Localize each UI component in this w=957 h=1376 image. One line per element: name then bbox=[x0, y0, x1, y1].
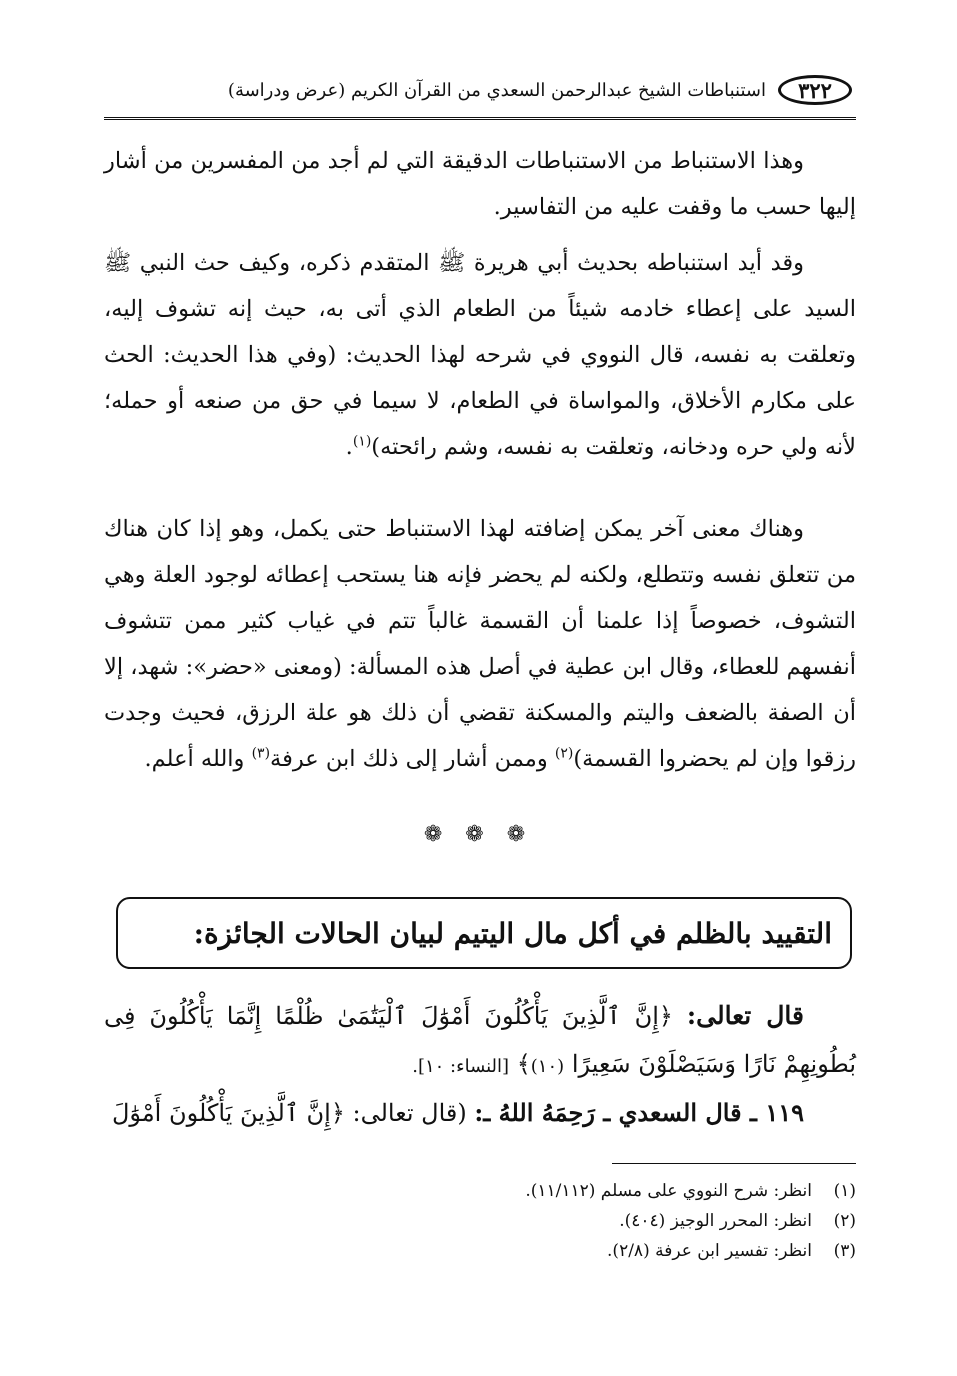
section-heading-box bbox=[116, 897, 852, 969]
paragraph-3-end: والله أعلم. bbox=[144, 746, 252, 772]
verse-text bbox=[104, 992, 856, 1091]
footnote bbox=[104, 1236, 856, 1266]
paragraph-3-text bbox=[104, 506, 856, 782]
footnote-ref-1: (١) bbox=[352, 433, 372, 450]
ayah-number: (١٠) bbox=[530, 1056, 565, 1077]
numbered-item bbox=[104, 1090, 856, 1136]
section-title: التقييد بالظلم في أكل مال اليتيم لبيان الحالات الجائزة: bbox=[193, 916, 832, 950]
item-lead: ١١٩ ـ قال السعدي ـ رَحِمَهُ اللهُ ـ: bbox=[474, 1098, 804, 1127]
section-separator: ❁ ❁ ❁ bbox=[423, 822, 534, 847]
paragraph-2 bbox=[104, 240, 856, 470]
footnote-text: انظر: شرح النووي على مسلم (١١/١١٢). bbox=[525, 1181, 812, 1201]
page-number: ٣٢٢ bbox=[778, 75, 852, 105]
item-body: (قال تعالى: ﴿إِنَّ ٱلَّذِينَ يَأْكُلُونَ أَمْوَٰلَ bbox=[111, 1099, 475, 1127]
book-title: استنباطات الشيخ عبدالرحمن السعدي من القرآن الكريم (عرض ودراسة) bbox=[227, 79, 766, 101]
header-rule bbox=[104, 117, 856, 120]
verse-reference: [النساء: ١٠]. bbox=[412, 1056, 510, 1077]
paragraph-2-text: وقد أيد استنباطه بحديث أبي هريرة ﷺ المتقدم ذكره، وكيف حث النبي ﷺ السيد على إعطاء خادمه شيئاً من الطعام الذي أتى به، حيث إنه تشوف إليه، وتعلقت به نفسه، قال النووي في شرحه لهذا الحديث: (وفي هذا الحديث: الحث على مكارم الأخلاق، والمواساة في الطعام، لا سيما في حق من صنعه أو حمله؛ لأنه ولي حره ودخانه، وتعلقت به نفسه، وشم رائحته)$^{(١)}$. bbox=[104, 250, 856, 460]
footnote-ref-2: (٢) bbox=[554, 745, 574, 762]
footnotes bbox=[104, 1176, 856, 1266]
footnote-number: (١) bbox=[833, 1181, 856, 1201]
verse-close: ﴾ bbox=[516, 1050, 531, 1078]
paragraph-3-mid: وممن أشار إلى ذلك ابن عرفة bbox=[270, 746, 555, 772]
footnote-text: انظر: المحرر الوجيز (٤٠٤). bbox=[619, 1211, 812, 1231]
footnote-number: (٣) bbox=[833, 1241, 856, 1261]
verse-lead: قال تعالى: bbox=[686, 1001, 804, 1030]
footnote bbox=[104, 1206, 856, 1236]
paragraph-2-body: وقد أيد استنباطه بحديث أبي هريرة ﷺ المتقدم ذكره، وكيف حث النبي ﷺ السيد على إعطاء خادمه شيئاً من الطعام الذي أتى به، حيث إنه تشوف إليه، وتعلقت به نفسه، قال النووي في شرحه لهذا الحديث: (وفي هذا الحديث: الحث على مكارم الأخلاق، والمواساة في الطعام، لا سيما في حق من صنعه أو حمله؛ لأنه ولي حره ودخانه، وتعلقت به نفسه، وشم رائحته) bbox=[104, 250, 856, 460]
footnote-text: انظر: تفسير ابن عرفة (٢/٨). bbox=[607, 1241, 812, 1261]
paragraph-3-body: وهناك معنى آخر يمكن إضافته لهذا الاستنباط حتى يكمل، وهو إذا كان هناك من تتعلق نفسه وتتطلع، ولكنه لم يحضر فإنه هنا يستحب إعطائه لوجود العلة وهي التشوف، خصوصاً إذا علمنا أن القسمة غالباً تتم في غياب كثير ممن تتشوف أنفسهم للعطاء، وقال ابن عطية في أصل هذه المسألة: (ومعنى «حضر»: شهد، إلا أن الصفة بالضعف واليتم والمسكنة تقضي أن ذلك هو علة الرزق، فحيث وجدت رزقوا وإن لم يحضروا القسمة) bbox=[104, 516, 856, 772]
verse-body: ﴿إِنَّ ٱلَّذِينَ يَأْكُلُونَ أَمْوَٰلَ ٱلْيَتَٰمَىٰ ظُلْمًا إِنَّمَا يَأْكُلُونَ فِى بُطُونِهِمْ نَارًا وَسَيَصْلَوْنَ سَعِيرًا bbox=[104, 1002, 856, 1078]
footnote bbox=[104, 1176, 856, 1206]
paragraph-1-text: وهذا الاستنباط من الاستنباطات الدقيقة التي لم أجد من المفسرين من أشار إليها حسب ما وقفت عليه من التفاسير. bbox=[104, 148, 856, 220]
running-header bbox=[104, 72, 852, 108]
quran-verse bbox=[104, 992, 856, 1091]
footnote-number: (٢) bbox=[833, 1211, 856, 1231]
footnote-ref-3: (٣) bbox=[251, 745, 271, 762]
item-text bbox=[104, 1090, 856, 1136]
paragraph-1 bbox=[104, 138, 856, 230]
footnote-rule bbox=[612, 1163, 856, 1164]
paragraph-3 bbox=[104, 506, 856, 782]
